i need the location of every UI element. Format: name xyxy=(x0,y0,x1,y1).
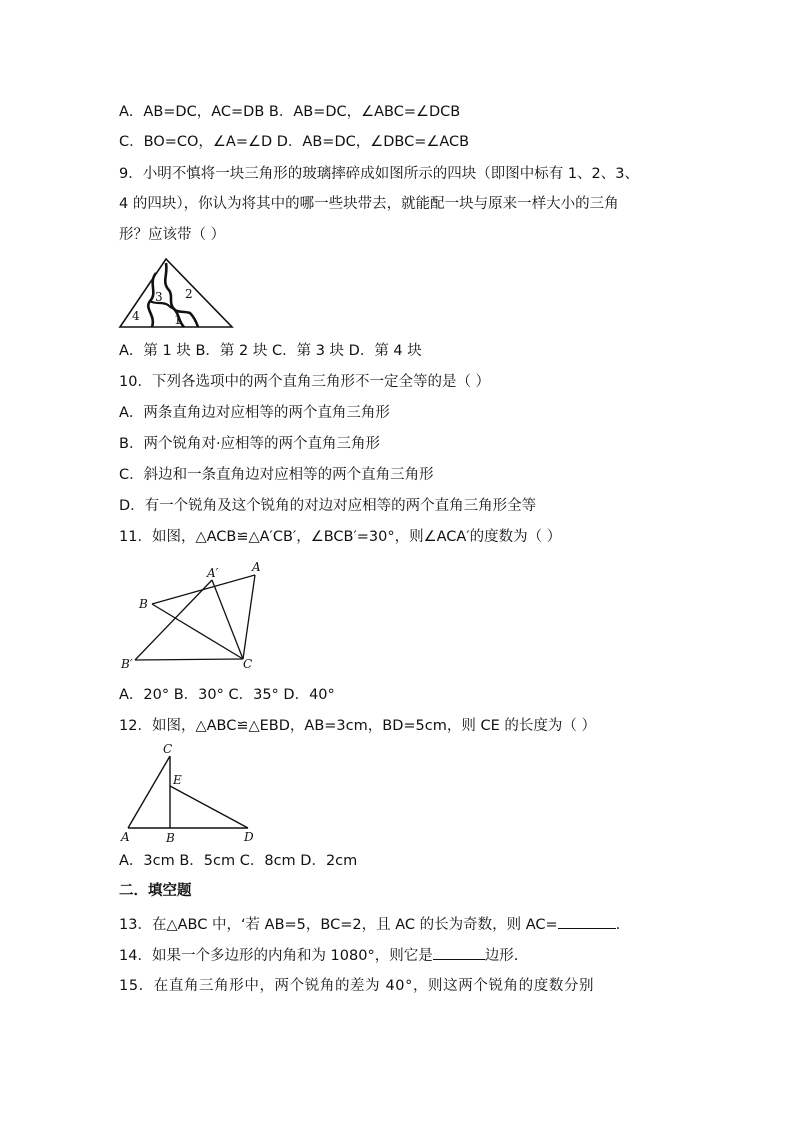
q12-label-d: D xyxy=(244,830,254,844)
q11-label-a: A xyxy=(252,560,261,574)
q13-text: 13．在△ABC 中，‘若 AB=5，BC=2，且 AC 的长为奇数，则 AC= xyxy=(119,917,558,933)
q12-label-a: A xyxy=(121,830,130,844)
q9-label-1: 1 xyxy=(174,313,182,327)
q11-label-c: C xyxy=(243,657,253,671)
q13-end: . xyxy=(615,917,621,933)
q9-stem-line-1: 9．小明不慎将一块三角形的玻璃摔碎成如图所示的四块（即图中标有 1、2、3、 xyxy=(119,166,640,182)
q12-stem: 12．如图，△ABC≌△EBD，AB=3cm，BD=5cm，则 CE 的长度为（ ） xyxy=(119,718,596,734)
q10-option-b: B．两个锐角对·应相等的两个直角三角形 xyxy=(119,436,381,452)
q8-option-line-1: A．AB=DC，AC=DB B．AB=DC，∠ABC=∠DCB xyxy=(119,104,461,120)
q10-option-a: A．两条直角边对应相等的两个直角三角形 xyxy=(119,405,390,421)
q14-text: 14．如果一个多边形的内角和为 1080°，则它是 xyxy=(119,948,433,964)
q12-label-e: E xyxy=(173,773,182,787)
q10-stem: 10．下列各选项中的两个直角三角形不一定全等的是（ ） xyxy=(119,374,491,390)
q11-label-b-prime: B′ xyxy=(121,657,133,671)
q9-label-2: 2 xyxy=(185,287,193,301)
q11-options: A．20° B．30° C．35° D．40° xyxy=(119,687,335,703)
q8-option-line-2: C．BO=CO，∠A=∠D D．AB=DC，∠DBC=∠ACB xyxy=(119,134,470,150)
q9-broken-triangle-figure xyxy=(118,255,238,330)
q14-answer-blank[interactable] xyxy=(433,945,485,960)
q9-stem-line-3: 形？应该带（ ） xyxy=(119,227,226,243)
q9-label-3: 3 xyxy=(155,290,163,304)
q9-stem-line-2: 4 的四块），你认为将其中的哪一些块带去，就能配一块与原来一样大小的三角 xyxy=(119,196,619,212)
q12-label-c: C xyxy=(163,742,173,756)
q11-label-b: B xyxy=(139,597,148,611)
q13-line xyxy=(119,914,620,935)
q12-options: A．3cm B．5cm C．8cm D．2cm xyxy=(119,853,358,869)
q11-rotated-triangles-figure xyxy=(118,558,268,670)
q13-answer-blank[interactable] xyxy=(558,914,616,929)
q14-line xyxy=(119,945,518,966)
q10-option-c: C．斜边和一条直角边对应相等的两个直角三角形 xyxy=(119,467,434,483)
q9-options: A．第 1 块 B．第 2 块 C．第 3 块 D．第 4 块 xyxy=(119,343,422,359)
q9-label-4: 4 xyxy=(132,309,140,323)
q14-end: 边形. xyxy=(484,948,519,964)
section-title-fill-in: 二．填空题 xyxy=(119,883,192,899)
q15-stem: 15．在直角三角形中，两个锐角的差为 40°，则这两个锐角的度数分别 xyxy=(119,978,595,994)
q11-stem: 11．如图，△ACB≌△A′CB′，∠BCB′=30°，则∠ACA′的度数为（ ） xyxy=(119,529,562,545)
q12-triangles-figure xyxy=(118,740,258,846)
q11-label-a-prime: A′ xyxy=(207,566,219,580)
q12-label-b: B xyxy=(166,831,175,845)
q10-option-d: D．有一个锐角及这个锐角的对边对应相等的两个直角三角形全等 xyxy=(119,498,537,514)
